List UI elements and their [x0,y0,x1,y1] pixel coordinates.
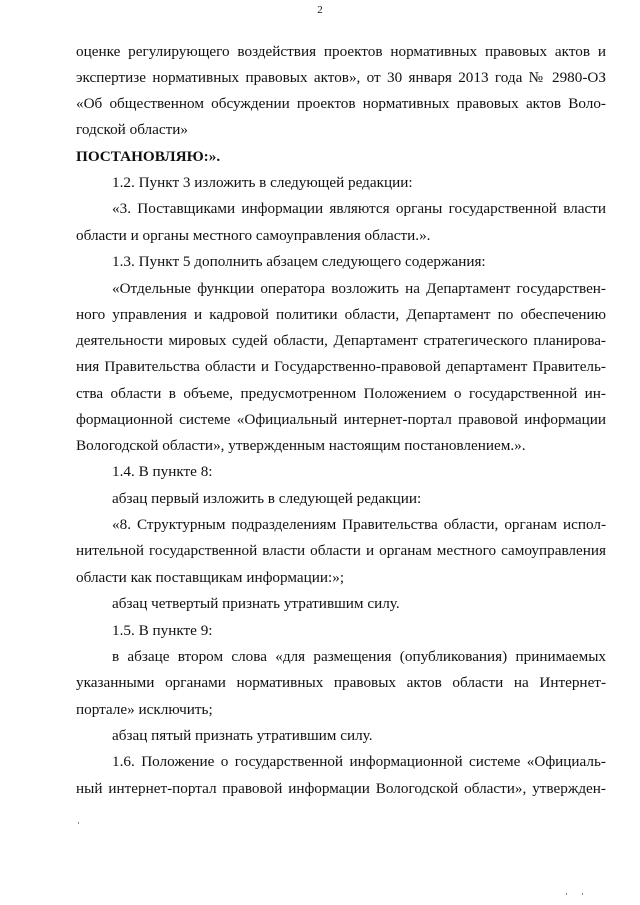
resolution-keyword: ПОСТАНОВЛЯЮ:». [76,148,221,165]
text-line: абзац пятый признать утратившим силу. [112,727,373,744]
scan-speck [582,893,583,895]
text-line: «3. Поставщиками информации являются органы государственной власти [112,200,606,217]
text-line: нительной государственной власти области и органам местного самоуправления [76,542,606,559]
text-line: деятельности мировых судей области, Департамент стратегического планирова- [76,332,606,349]
text-line: «Об общественном обсуждении проектов нормативных правовых актов Воло- [76,95,606,112]
text-line: оценке регулирующего воздействия проектов нормативных правовых актов и [76,43,606,60]
text-line: указанными органами нормативных правовых актов области на Интернет- [76,674,606,691]
page-number: 2 [317,4,323,16]
clause-heading: 1.5. В пункте 9: [112,622,213,639]
text-line: ства области в объеме, предусмотренном Положением о государственной ин- [76,385,606,402]
text-line: абзац первый изложить в следующей редакции: [112,490,422,507]
text-line: в абзаце втором слова «для размещения (опубликования) принимаемых [112,648,606,665]
clause-heading: 1.2. Пункт 3 изложить в следующей редакции: [112,174,413,191]
text-line: ный интернет-портал правовой информации Вологодской области», утвержден- [76,780,606,797]
clause-heading: 1.3. Пункт 5 дополнить абзацем следующего содержания: [112,253,486,270]
text-line: экспертизе нормативных правовых актов», от 30 января 2013 года № 2980-ОЗ [76,69,606,86]
text-line: области как поставщикам информации:»; [76,569,345,586]
clause-heading: 1.4. В пункте 8: [112,463,213,480]
text-line: Вологодской области», утвержденным настоящим постановлением.». [76,437,526,454]
text-line: области и органы местного самоуправления области.». [76,227,431,244]
text-line: 1.6. Положение о государственной информационной системе «Официаль- [112,753,606,770]
text-line: ния Правительства области и Государственно-правовой департамент Правитель- [76,358,606,375]
scan-speck [566,893,567,895]
scan-speck [78,822,79,824]
text-line: ного управления и кадровой политики области, Департамент по обеспечению [76,306,606,323]
text-line: «Отдельные функции оператора возложить на Департамент государствен- [112,280,606,297]
text-line: годской области» [76,121,188,138]
text-line: «8. Структурным подразделениям Правительства области, органам испол- [112,516,606,533]
text-line: формационной системе «Официальный интернет-портал правовой информации [76,411,606,428]
text-line: портале» исключить; [76,701,213,718]
text-line: абзац четвертый признать утратившим силу. [112,595,400,612]
